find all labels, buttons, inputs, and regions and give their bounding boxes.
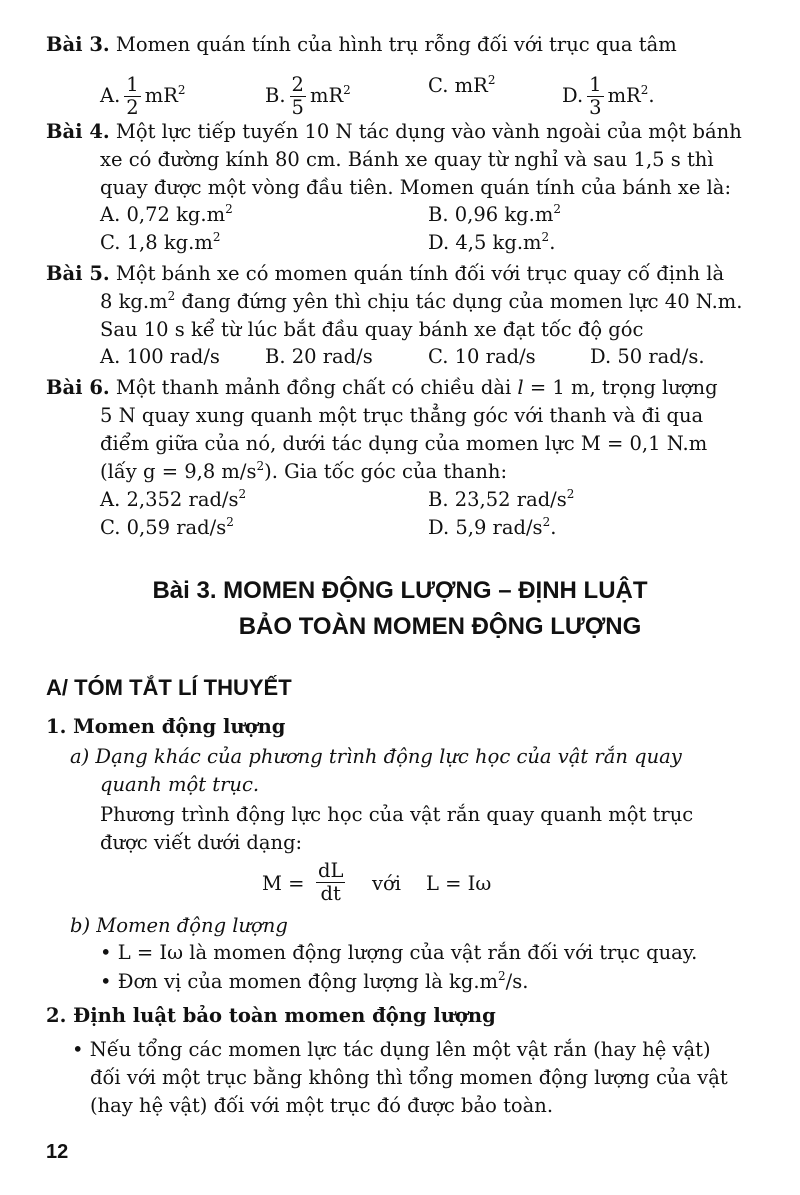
problem-4-option-a: A. 0,72 $kg.m^2$ [100,202,233,226]
subsection-1a-text-line-2: được viết dưới dạng: [100,831,303,854]
bullet-1: • L = Iω là momen động lượng của vật rắn đối với trục quay. [100,941,698,964]
problem-5-option-d: D. 50 rad/s. [590,345,705,368]
problem-6-line-1: Bài 6. Một thanh mảnh đồng chất có chiều dài l = 1 m, trọng lượng [46,376,718,399]
problem-5-option-b: B. 20 rad/s [265,345,373,368]
bullet-icon: • [100,970,112,993]
section-title-line-2: BẢO TOÀN MOMEN ĐỘNG LƯỢNG [238,613,642,640]
subsection-1b-title: b) Momen động lượng [70,914,288,937]
problem-5-option-c: C. 10 rad/s [428,345,536,368]
problem-3-option-a: A. $\frac{1}{2}$ $mR^2$ [100,73,186,119]
problem-6-option-a: A. 2,352 rad/$s^2$ [100,487,247,511]
problem-4-line-1: Bài 4. Một lực tiếp tuyến 10 N tác dụng vào vành ngoài của một bánh [46,120,742,143]
subsection-2-line-3: (hay hệ vật) đối với một trục đó được bảo toàn. [90,1094,554,1117]
problem-3-option-d: D. $\frac{1}{3}$ $mR^2$. [562,73,655,119]
subsection-1a-title-line-1: a) Dạng khác của phương trình động lực học của vật rắn quay [70,745,682,768]
problem-4-option-b: B. 0,96 $kg.m^2$ [428,202,561,226]
page-number: 12 [46,1141,69,1163]
problem-6-option-b: B. 23,52 rad/$s^2$ [428,487,575,511]
problem-4-option-c: C. 1,8 $kg.m^2$ [100,230,221,254]
problem-3-options [0,60,800,119]
bullet-icon: • [100,941,112,964]
problem-3-option-b: B. $\frac{2}{5}$ $mR^2$ [265,73,351,119]
problem-6-line-3: điểm giữa của nó, dưới tác dụng của momen lực M = 0,1 N.m [100,432,708,455]
problem-5-option-a: A. 100 rad/s [100,345,220,368]
problem-6-line-4: (lấy g = 9,8 $m/s^2$). Gia tốc góc của thanh: [100,459,508,483]
bullet-icon: • [72,1038,84,1061]
problem-4-line-2: xe có đường kính 80 cm. Bánh xe quay từ nghỉ và sau 1,5 s thì [100,148,714,171]
problem-6-line-2: 5 N quay xung quanh một trục thẳng góc với thanh và đi qua [100,404,704,427]
problem-5-line-2: 8 $kg.m^2$ đang đứng yên thì chịu tác dụng của momen lực 40 N.m. [100,289,743,313]
problem-3-option-c: C. $mR^2$ [428,73,496,97]
problem-4-line-3: quay được một vòng đầu tiên. Momen quán tính của bánh xe là: [100,176,732,199]
subsection-2-title: 2. Định luật bảo toàn momen động lượng [46,1004,496,1027]
bullet-2: • Đơn vị của momen động lượng là $kg.m^2/s$. [100,969,529,993]
problem-6-option-c: C. 0,59 rad/$s^2$ [100,515,234,539]
problem-4-option-d: D. 4,5 $kg.m^2$. [428,230,556,254]
subsection-1a-text-line-1: Phương trình động lực học của vật rắn quay quanh một trục [100,803,694,826]
subsection-2-line-1: • Nếu tổng các momen lực tác dụng lên một vật rắn (hay hệ vật) [72,1038,711,1061]
subsection-1a-title-line-2: quanh một trục. [100,773,260,796]
subsection-2-line-2: đối với một trục bằng không thì tổng momen động lượng của vật [90,1066,728,1089]
problem-5-line-1: Bài 5. Một bánh xe có momen quán tính đối với trục quay cố định là [46,262,725,285]
summary-heading: A/ TÓM TẮT LÍ THUYẾT [46,675,292,700]
problem-3-statement: Bài 3. Momen quán tính của hình trụ rỗng đối với trục qua tâm [46,33,677,56]
problem-6-option-d: D. 5,9 rad/$s^2$. [428,515,557,539]
problem-5-line-3: Sau 10 s kể từ lúc bắt đầu quay bánh xe đạt tốc độ góc [100,318,644,341]
subsection-1-title: 1. Momen động lượng [46,715,286,738]
section-title-line-1: Bài 3. MOMEN ĐỘNG LƯỢNG – ĐỊNH LUẬT [152,577,648,604]
